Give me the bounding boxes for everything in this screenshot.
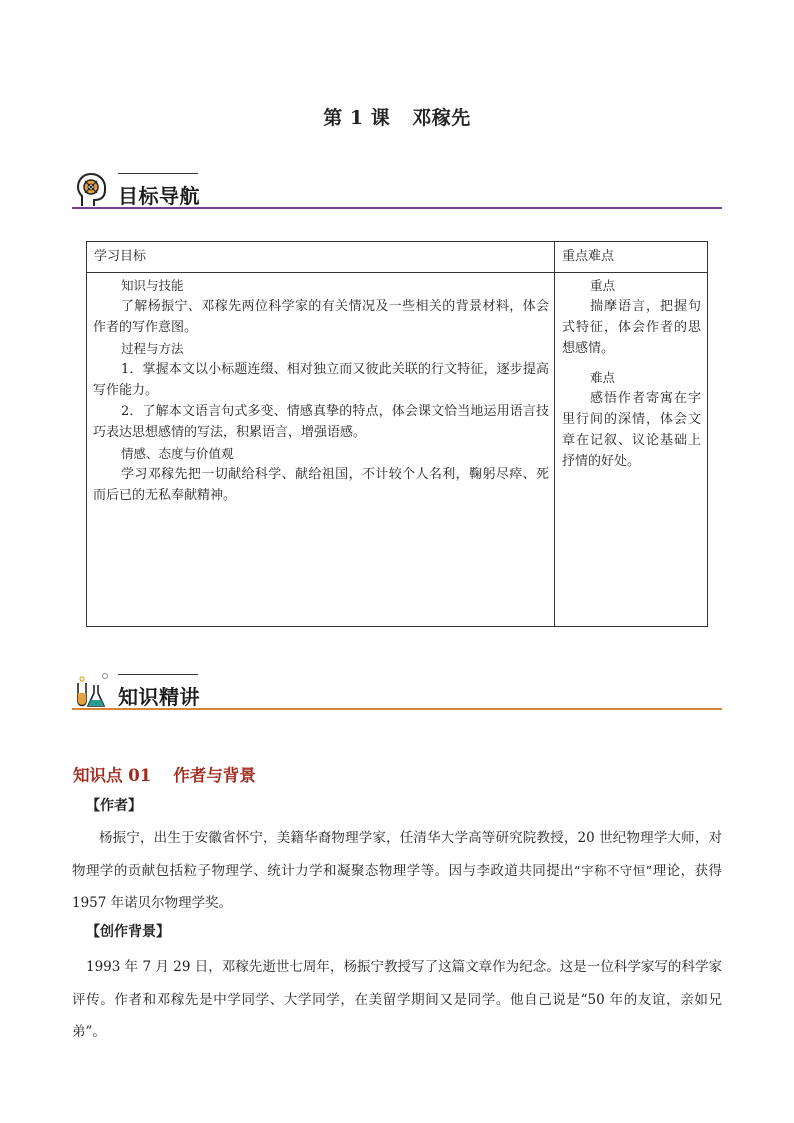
goal-heading-process: 过程与方法 xyxy=(121,341,184,356)
col-header-goals: 学习目标 xyxy=(87,242,555,273)
knowledge-point-name: 作者与背景 xyxy=(173,766,256,785)
keypoint-text: 揣摩语言，把握句式特征，体会作者的思想感情。 xyxy=(562,299,701,356)
lesson-name: 邓稼先 xyxy=(412,107,471,129)
section-label: 目标导航 xyxy=(118,184,200,208)
lab-flask-icon xyxy=(72,671,112,711)
section-rule xyxy=(72,207,722,209)
section-rule xyxy=(72,708,722,710)
keypoint-heading: 重点 xyxy=(590,278,616,293)
goals-cell xyxy=(87,273,555,627)
difficulty-text: 感悟作者寄寓在字里行间的深情，体会文章在记叙、议论基础上抒情的好处。 xyxy=(562,391,701,469)
background-heading: 【创作背景】 xyxy=(86,924,170,940)
lesson-number: 第 1 课 xyxy=(323,107,391,129)
knowledge-point-number: 知识点 01 xyxy=(73,766,152,785)
author-quote: “宇称不守恒” xyxy=(574,862,653,878)
author-text: 理论，获得 1957 年诺贝尔物理学奖。 xyxy=(72,862,723,911)
author-heading: 【作者】 xyxy=(86,798,142,814)
knowledge-point-title xyxy=(73,762,256,786)
author-text: 杨振宁，出生于安徽省怀宁，美籍华裔物理学家，任清华大学高等研究院教授，20 世纪物理学大师，对物理学的贡献包括粒子物理学、统计力学和凝聚态物理学等。因与李政道共同提出 xyxy=(72,830,722,879)
goal-heading-attitude: 情感、态度与价值观 xyxy=(121,446,234,461)
goal-heading-knowledge: 知识与技能 xyxy=(121,278,184,293)
goal-text: 了解杨振宁、邓稼先两位科学家的有关情况及一些相关的背景材料，体会作者的写作意图。 xyxy=(93,299,549,335)
goal-text: 学习邓稼先把一切献给科学、献给祖国，不计较个人名利，鞠躬尽瘁、死而后已的无私奉献精神。 xyxy=(93,467,549,503)
goals-table xyxy=(86,241,708,627)
goal-text: 2．了解本文语言句式多变、情感真挚的特点，体会课文恰当地运用语言技巧表达思想感情的写法，积累语言，增强语感。 xyxy=(93,404,549,440)
section-label: 知识精讲 xyxy=(118,685,200,709)
goal-text: 1．掌握本文以小标题连缀、相对独立而又彼此关联的行文特征，逐步提高写作能力。 xyxy=(93,362,549,398)
section-topline xyxy=(118,674,198,675)
page-title xyxy=(0,103,794,130)
section-topline xyxy=(118,173,198,174)
background-text: 1993 年 7 月 29 日，邓稼先逝世七周年，杨振宁教授写了这篇文章作为纪念。这是一位科学家写的科学家评传。作者和邓稼先是中学同学、大学同学，在美留学期间又是同学。他自己说是“50 年的友谊，亲如兄弟”。 xyxy=(72,959,722,1040)
head-gear-icon xyxy=(72,170,112,210)
difficulty-heading: 难点 xyxy=(590,370,616,385)
background-paragraph xyxy=(72,951,722,1049)
keypoints-cell xyxy=(555,273,708,627)
section-header-knowledge xyxy=(72,671,722,715)
author-paragraph xyxy=(72,822,722,920)
section-header-goals xyxy=(72,170,722,214)
col-header-keypoints: 重点难点 xyxy=(555,242,708,273)
